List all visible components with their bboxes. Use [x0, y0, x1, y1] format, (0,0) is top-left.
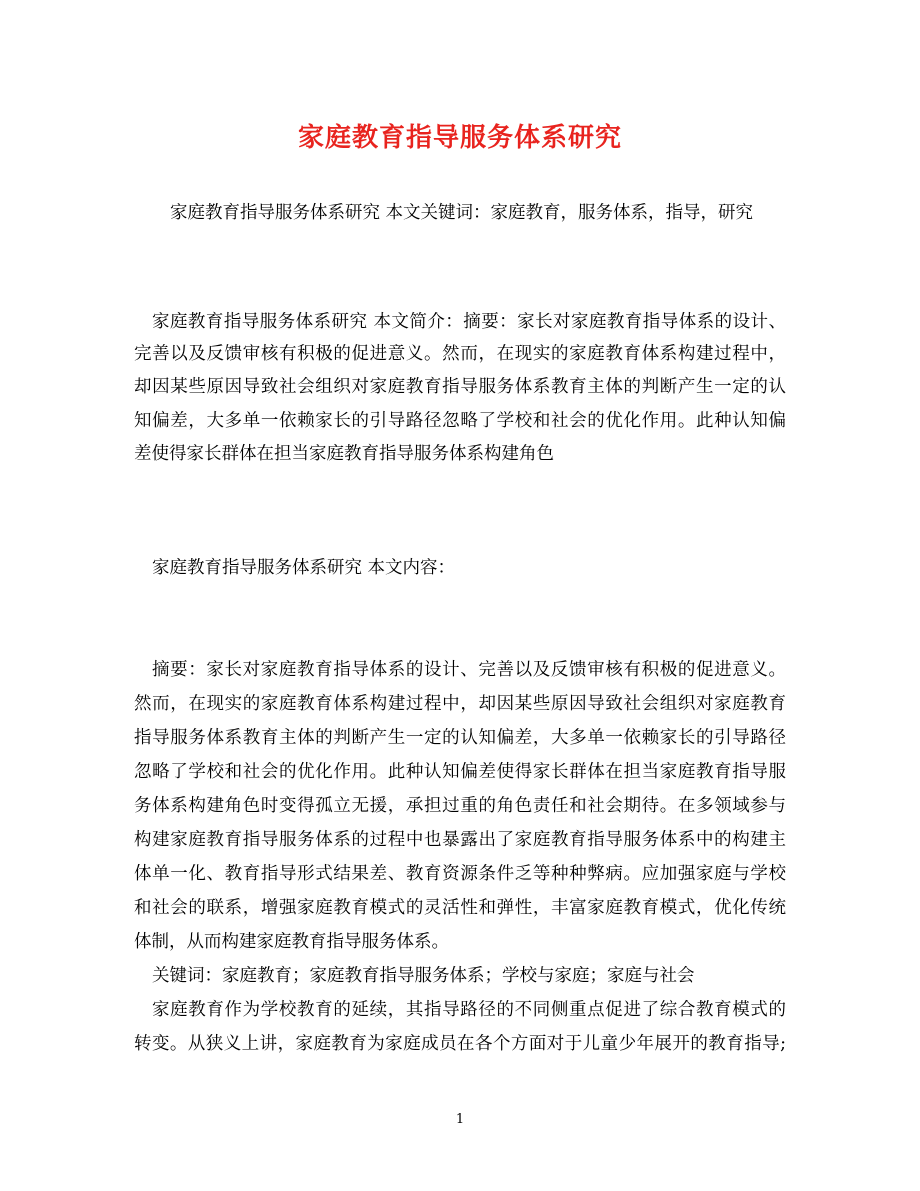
intro-line: 差使得家长群体在担当家庭教育指导服务体系构建角色	[134, 444, 554, 464]
content-heading: 家庭教育指导服务体系研究 本文内容：	[152, 558, 456, 578]
abstract-line: 体单一化、教育指导形式结果差、教育资源条件乏等种种弊病。应加强家庭与学校	[134, 864, 786, 884]
body-line: 转变。从狭义上讲，家庭教育为家庭成员在各个方面对于儿童少年展开的教育指导;	[134, 1034, 786, 1054]
abstract-line: 然而，在现实的家庭教育体系构建过程中，却因某些原因导致社会组织对家庭教育	[134, 694, 786, 714]
page-number: 1	[455, 1112, 465, 1127]
intro-line: 完善以及反馈审核有积极的促进意义。然而，在现实的家庭教育体系构建过程中，	[134, 344, 786, 364]
keywords-paragraph: 关键词：家庭教育；家庭教育指导服务体系；学校与家庭；家庭与社会	[152, 966, 695, 986]
abstract-line: 忽略了学校和社会的优化作用。此种认知偏差使得家长群体在担当家庭教育指导服	[134, 762, 786, 782]
abstract-line: 体制，从而构建家庭教育指导服务体系。	[134, 932, 449, 952]
body-line: 家庭教育作为学校教育的延续，其指导路径的不同侧重点促进了综合教育模式的	[152, 1000, 786, 1020]
intro-line: 却因某些原因导致社会组织对家庭教育指导服务体系教育主体的判断产生一定的认	[134, 377, 786, 397]
abstract-line: 和社会的联系，增强家庭教育模式的灵活性和弹性，丰富家庭教育模式，优化传统	[134, 898, 786, 918]
intro-line: 知偏差，大多单一依赖家长的引导路径忽略了学校和社会的优化作用。此种认知偏	[134, 411, 786, 431]
keywords-line: 家庭教育指导服务体系研究 本文关键词：家庭教育，服务体系，指导，研究	[170, 203, 754, 223]
abstract-line: 摘要：家长对家庭教育指导体系的设计、完善以及反馈审核有积极的促进意义。	[152, 660, 786, 680]
abstract-line: 指导服务体系教育主体的判断产生一定的认知偏差，大多单一依赖家长的引导路径	[134, 728, 786, 748]
abstract-line: 构建家庭教育指导服务体系的过程中也暴露出了家庭教育指导服务体系中的构建主	[134, 830, 786, 850]
abstract-line: 务体系构建角色时变得孤立无援，承担过重的角色责任和社会期待。在多领域参与	[134, 796, 786, 816]
intro-line: 家庭教育指导服务体系研究 本文简介：摘要：家长对家庭教育指导体系的设计、	[152, 312, 786, 332]
document-title: 家庭教育指导服务体系研究	[297, 123, 622, 153]
